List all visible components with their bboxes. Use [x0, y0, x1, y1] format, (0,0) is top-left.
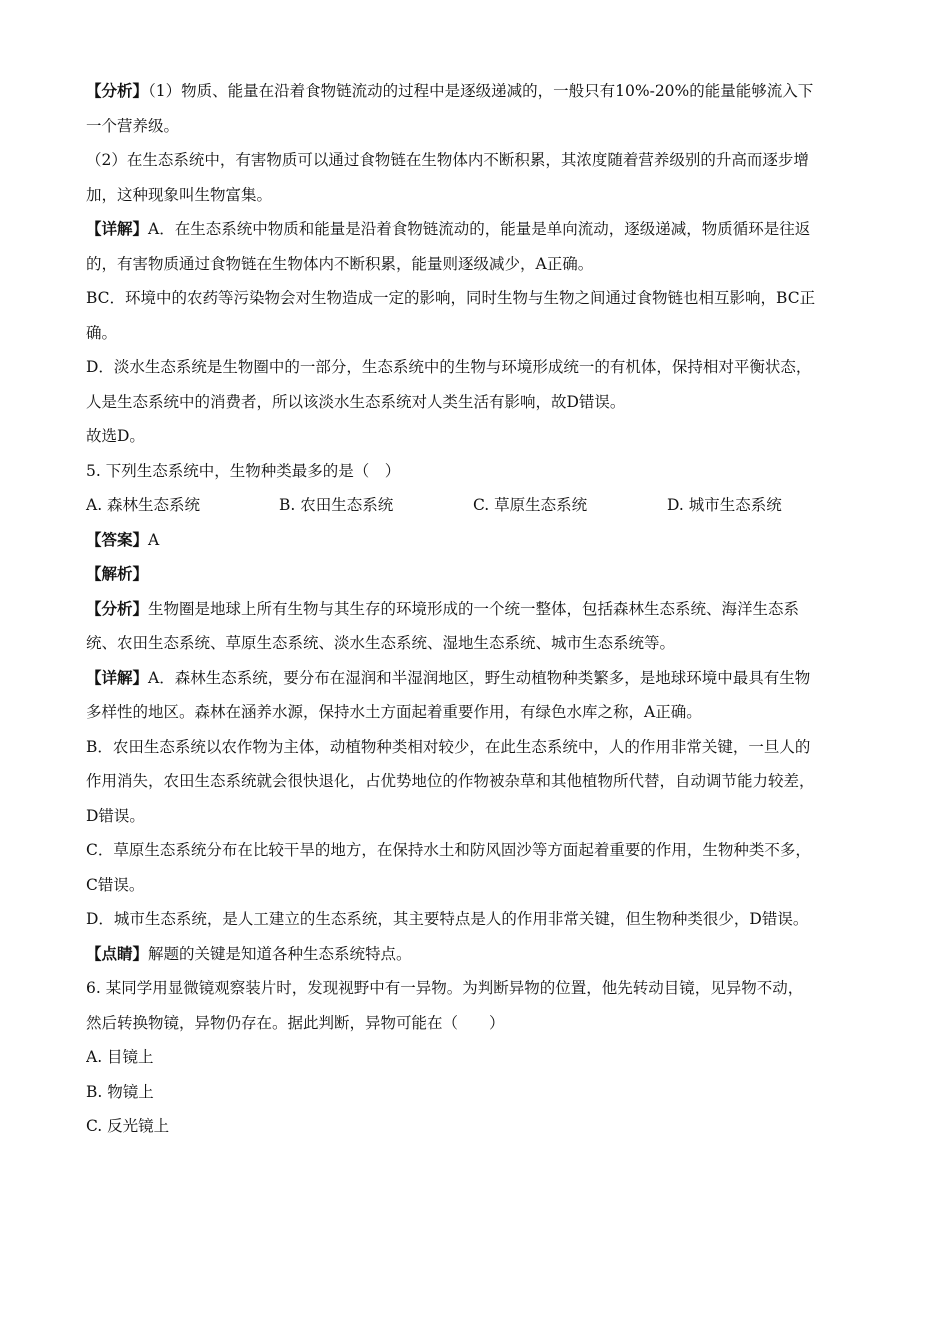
line-text: BC．环境中的农药等污染物会对生物造成一定的影响，同时生物与生物之间通过食物链也相互影响，BC正 [86, 289, 816, 307]
text-line [86, 281, 868, 316]
text-line [86, 971, 868, 1006]
text-line [86, 730, 868, 765]
text-line [86, 557, 868, 592]
text-line [86, 764, 868, 799]
line-text: 然后转换物镜，异物仍存在。据此判断，异物可能在（ ） [86, 1013, 505, 1032]
answer-section-q5-q6 [86, 523, 868, 1144]
line-text: C. 反光镜上 [86, 1117, 170, 1135]
option-a: A. 森林生态系统 [86, 496, 201, 514]
text-line [86, 454, 868, 489]
text-line [86, 799, 868, 834]
line-text: 解题的关键是知道各种生态系统特点。 [148, 944, 412, 963]
text-line [86, 868, 868, 903]
text-line [86, 1006, 868, 1041]
line-text: 作用消失，农田生态系统就会很快退化，占优势地位的作物被杂草和其他植物所代替，自动调节能力较差， [86, 772, 815, 790]
question-5-options [86, 488, 868, 523]
option-b: B. 农田生态系统 [279, 496, 394, 514]
text-line [86, 178, 868, 213]
text-line [86, 385, 868, 420]
line-text: C错误。 [86, 875, 145, 894]
line-text: 人是生态系统中的消费者，所以该淡水生态系统对人类生活有影响，故D错误。 [86, 392, 626, 411]
section-label: 【分析】 [86, 598, 149, 618]
line-text: 确。 [86, 323, 118, 342]
text-line [86, 1040, 868, 1075]
text-line [86, 1109, 868, 1144]
line-text: （1）物质、能量在沿着食物链流动的过程中是逐级递减的，一般只有10%-20%的能量能够流入下 [148, 82, 814, 100]
text-line [86, 350, 868, 385]
line-text: 5. 下列生态系统中，生物种类最多的是（ ） [86, 461, 401, 480]
text-line [86, 833, 868, 868]
text-line [86, 316, 868, 351]
text-line [86, 1075, 868, 1110]
line-text: 一个营养级。 [86, 116, 180, 135]
section-label: 【详解】 [86, 219, 149, 238]
section-label: 【答案】 [86, 529, 149, 549]
text-line [86, 419, 868, 454]
line-text: A [148, 530, 160, 549]
text-line [86, 626, 868, 661]
option-d: D. 城市生态系统 [667, 496, 782, 514]
text-line [86, 695, 868, 730]
line-text: A. 目镜上 [86, 1048, 154, 1066]
line-text: D．淡水生态系统是生物圈中的一部分，生态系统中的生物与环境形成统一的有机体，保持相对平衡状态， [86, 358, 812, 376]
line-text: 统、农田生态系统、草原生态系统、淡水生态系统、湿地生态系统、城市生态系统等。 [86, 634, 676, 652]
text-line [86, 247, 868, 282]
text-line [86, 661, 868, 696]
text-line [86, 902, 868, 937]
text-line [86, 74, 868, 109]
line-text: 多样性的地区。森林在涵养水源，保持水土方面起着重要作用，有绿色水库之称，A正确。 [86, 703, 702, 721]
section-label: 【点睛】 [86, 943, 149, 963]
line-text: A．在生态系统中物质和能量是沿着食物链流动的，能量是单向流动，逐级递减，物质循环是往返 [148, 220, 811, 238]
line-text: D错误。 [86, 806, 145, 825]
text-line [86, 523, 868, 558]
line-text: 6. 某同学用显微镜观察装片时，发现视野中有一异物。为判断异物的位置，他先转动目镜，见异物不动， [86, 979, 804, 997]
line-text: C．草原生态系统分布在比较干旱的地方，在保持水土和防风固沙等方面起着重要的作用，生物种类不多， [86, 841, 811, 859]
line-text: B．农田生态系统以农作物为主体，动植物种类相对较少，在此生态系统中，人的作用非常关键，一旦人的 [86, 737, 811, 756]
section-label: 【解析】 [86, 564, 149, 583]
text-line [86, 937, 868, 972]
text-line [86, 212, 868, 247]
line-text: D．城市生态系统，是人工建立的生态系统，其主要特点是人的作用非常关键，但生物种类很少，D错误。 [86, 910, 809, 928]
analysis-section-q4 [86, 74, 868, 488]
option-c: C. 草原生态系统 [473, 496, 588, 514]
document-body [86, 74, 868, 1144]
line-text: 故选D。 [86, 427, 145, 445]
line-text: B. 物镜上 [86, 1082, 154, 1101]
line-text: A．森林生态系统，要分布在湿润和半湿润地区，野生动植物种类繁多，是地球环境中最具有生物 [148, 668, 811, 687]
section-label: 【详解】 [86, 667, 149, 687]
text-line [86, 592, 868, 627]
text-line [86, 109, 868, 144]
line-text: 的，有害物质通过食物链在生物体内不断积累，能量则逐级减少，A正确。 [86, 254, 594, 273]
line-text: 生物圈是地球上所有生物与其生存的环境形成的一个统一整体，包括森林生态系统、海洋生态系 [148, 599, 800, 618]
line-text: （2）在生态系统中，有害物质可以通过食物链在生物体内不断积累，其浓度随着营养级别的升高而逐步增 [86, 151, 809, 169]
text-line [86, 143, 868, 178]
section-label: 【分析】 [86, 81, 149, 100]
line-text: 加，这种现象叫生物富集。 [86, 185, 273, 204]
